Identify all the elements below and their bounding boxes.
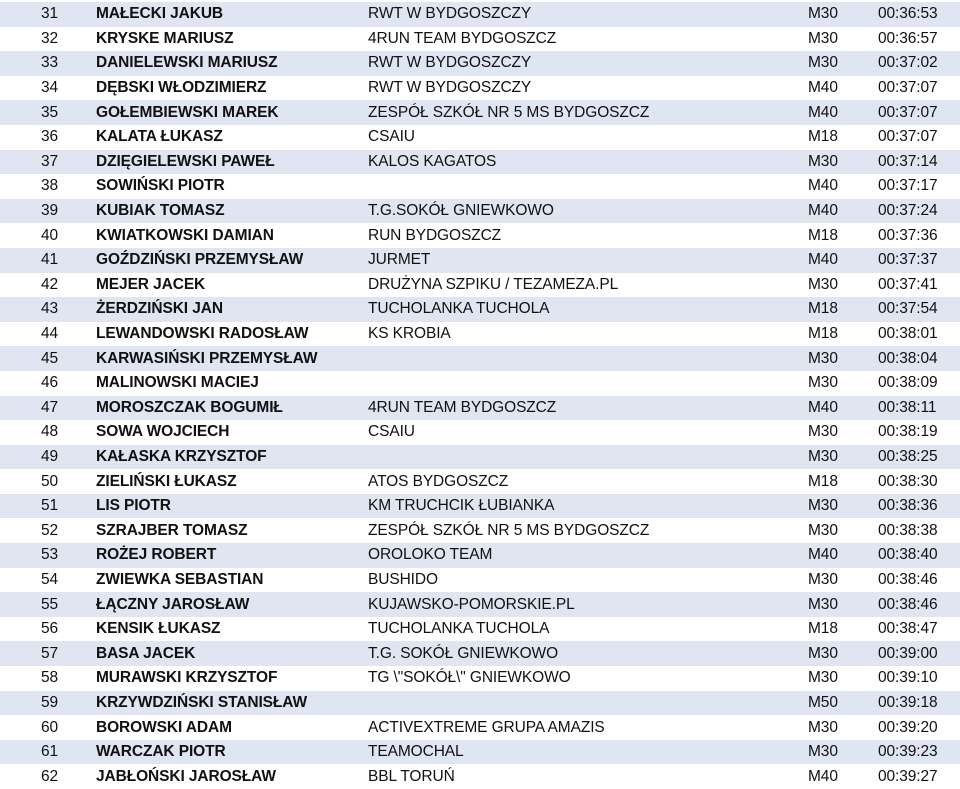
place-cell: 33 <box>40 54 58 72</box>
name-cell: ŁĄCZNY JAROSŁAW <box>96 595 250 613</box>
category-cell: M40 <box>808 398 838 416</box>
place-cell: 50 <box>40 472 58 490</box>
place-cell: 34 <box>40 79 58 97</box>
name-cell: BASA JACEK <box>96 644 196 662</box>
club-cell: RWT W BYDGOSZCZY <box>368 79 532 97</box>
name-cell: BOROWSKI ADAM <box>96 718 232 736</box>
table-row <box>0 100 960 125</box>
table-row <box>0 76 960 101</box>
name-cell: KALATA ŁUKASZ <box>96 128 223 146</box>
place-cell: 48 <box>40 423 58 441</box>
name-cell: KAŁASKA KRZYSZTOF <box>96 447 267 465</box>
category-cell: M40 <box>808 103 838 121</box>
name-cell: KARWASIŃSKI PRZEMYSŁAW <box>96 349 318 367</box>
table-row <box>0 764 960 789</box>
name-cell: DANIELEWSKI MARIUSZ <box>96 54 278 72</box>
category-cell: M40 <box>808 767 838 785</box>
club-cell: RWT W BYDGOSZCZY <box>368 5 532 23</box>
place-cell: 32 <box>40 29 58 47</box>
table-row <box>0 617 960 642</box>
table-row <box>0 715 960 740</box>
time-cell: 00:37:36 <box>878 226 938 244</box>
name-cell: MAŁECKI JAKUB <box>96 5 224 23</box>
place-cell: 46 <box>40 374 58 392</box>
table-row <box>0 125 960 150</box>
time-cell: 00:37:37 <box>878 251 938 269</box>
name-cell: GOŹDZIŃSKI PRZEMYSŁAW <box>96 251 304 269</box>
club-cell: CSAIU <box>368 128 415 146</box>
category-cell: M30 <box>808 447 838 465</box>
category-cell: M30 <box>808 718 838 736</box>
time-cell: 00:37:07 <box>878 128 938 146</box>
place-cell: 39 <box>40 202 58 220</box>
time-cell: 00:38:40 <box>878 546 938 564</box>
name-cell: KUBIAK TOMASZ <box>96 202 225 220</box>
club-cell: ACTIVEXTREME GRUPA AMAZIS <box>368 718 605 736</box>
club-cell: TUCHOLANKA TUCHOLA <box>368 300 550 318</box>
club-cell: ZESPÓŁ SZKÓŁ NR 5 MS BYDGOSZCZ <box>368 103 650 121</box>
name-cell: DĘBSKI WŁODZIMIERZ <box>96 79 267 97</box>
category-cell: M30 <box>808 374 838 392</box>
name-cell: GOŁEMBIEWSKI MAREK <box>96 103 279 121</box>
name-cell: ZIELIŃSKI ŁUKASZ <box>96 472 237 490</box>
table-row <box>0 2 960 27</box>
table-row <box>0 740 960 765</box>
name-cell: KRZYWDZIŃSKI STANISŁAW <box>96 693 308 711</box>
name-cell: JABŁOŃSKI JAROSŁAW <box>96 767 276 785</box>
place-cell: 52 <box>40 521 58 539</box>
place-cell: 54 <box>40 570 58 588</box>
name-cell: LEWANDOWSKI RADOSŁAW <box>96 325 309 343</box>
category-cell: M30 <box>808 423 838 441</box>
time-cell: 00:39:23 <box>878 743 938 761</box>
time-cell: 00:38:46 <box>878 595 938 613</box>
category-cell: M18 <box>808 128 838 146</box>
table-row <box>0 223 960 248</box>
category-cell: M18 <box>808 226 838 244</box>
club-cell: TG \"SOKÓŁ\" GNIEWKOWO <box>368 669 571 687</box>
club-cell: ATOS BYDGOSZCZ <box>368 472 509 490</box>
club-cell: T.G.SOKÓŁ GNIEWKOWO <box>368 202 554 220</box>
category-cell: M18 <box>808 300 838 318</box>
table-row <box>0 27 960 52</box>
club-cell: CSAIU <box>368 423 415 441</box>
table-row <box>0 469 960 494</box>
time-cell: 00:37:14 <box>878 152 938 170</box>
category-cell: M40 <box>808 251 838 269</box>
place-cell: 43 <box>40 300 58 318</box>
time-cell: 00:39:20 <box>878 718 938 736</box>
table-row <box>0 396 960 421</box>
name-cell: MOROSZCZAK BOGUMIŁ <box>96 398 283 416</box>
category-cell: M30 <box>808 5 838 23</box>
name-cell: ŻERDZIŃSKI JAN <box>96 300 223 318</box>
table-row <box>0 543 960 568</box>
club-cell: 4RUN TEAM BYDGOSZCZ <box>368 29 557 47</box>
club-cell: TEAMOCHAL <box>368 743 464 761</box>
place-cell: 47 <box>40 398 58 416</box>
time-cell: 00:37:02 <box>878 54 938 72</box>
club-cell: T.G. SOKÓŁ GNIEWKOWO <box>368 644 559 662</box>
table-row <box>0 641 960 666</box>
table-row <box>0 666 960 691</box>
time-cell: 00:38:11 <box>878 398 937 416</box>
time-cell: 00:39:10 <box>878 669 938 687</box>
table-row <box>0 273 960 298</box>
time-cell: 00:38:25 <box>878 447 938 465</box>
time-cell: 00:37:07 <box>878 79 938 97</box>
time-cell: 00:38:04 <box>878 349 938 367</box>
table-row <box>0 371 960 396</box>
place-cell: 59 <box>40 693 58 711</box>
time-cell: 00:37:41 <box>878 275 938 293</box>
place-cell: 57 <box>40 644 58 662</box>
category-cell: M30 <box>808 54 838 72</box>
place-cell: 61 <box>40 743 58 761</box>
place-cell: 40 <box>40 226 58 244</box>
time-cell: 00:38:36 <box>878 497 938 515</box>
name-cell: KENSIK ŁUKASZ <box>96 620 221 638</box>
name-cell: LIS PIOTR <box>96 497 171 515</box>
time-cell: 00:37:17 <box>878 177 938 195</box>
time-cell: 00:38:30 <box>878 472 938 490</box>
place-cell: 56 <box>40 620 58 638</box>
name-cell: ZWIEWKA SEBASTIAN <box>96 570 264 588</box>
place-cell: 62 <box>40 767 58 785</box>
club-cell: KALOS KAGATOS <box>368 152 497 170</box>
club-cell: RWT W BYDGOSZCZY <box>368 54 532 72</box>
club-cell: KM TRUCHCIK ŁUBIANKA <box>368 497 555 515</box>
category-cell: M50 <box>808 693 838 711</box>
time-cell: 00:38:47 <box>878 620 938 638</box>
name-cell: DZIĘGIELEWSKI PAWEŁ <box>96 152 275 170</box>
category-cell: M30 <box>808 152 838 170</box>
place-cell: 35 <box>40 103 58 121</box>
time-cell: 00:39:00 <box>878 644 938 662</box>
category-cell: M18 <box>808 325 838 343</box>
time-cell: 00:38:09 <box>878 374 938 392</box>
club-cell: KUJAWSKO-POMORSKIE.PL <box>368 595 575 613</box>
table-row <box>0 297 960 322</box>
place-cell: 45 <box>40 349 58 367</box>
category-cell: M30 <box>808 644 838 662</box>
place-cell: 31 <box>40 5 58 23</box>
category-cell: M18 <box>808 620 838 638</box>
category-cell: M18 <box>808 472 838 490</box>
place-cell: 53 <box>40 546 58 564</box>
place-cell: 44 <box>40 325 58 343</box>
club-cell: JURMET <box>368 251 431 269</box>
place-cell: 55 <box>40 595 58 613</box>
category-cell: M30 <box>808 521 838 539</box>
club-cell: RUN BYDGOSZCZ <box>368 226 502 244</box>
category-cell: M30 <box>808 497 838 515</box>
place-cell: 41 <box>40 251 58 269</box>
club-cell: OROLOKO TEAM <box>368 546 493 564</box>
category-cell: M40 <box>808 177 838 195</box>
time-cell: 00:39:18 <box>878 693 938 711</box>
time-cell: 00:38:46 <box>878 570 938 588</box>
time-cell: 00:37:54 <box>878 300 938 318</box>
name-cell: MEJER JACEK <box>96 275 206 293</box>
name-cell: SOWA WOJCIECH <box>96 423 230 441</box>
category-cell: M30 <box>808 349 838 367</box>
place-cell: 42 <box>40 275 58 293</box>
table-row <box>0 518 960 543</box>
table-row <box>0 346 960 371</box>
club-cell: BUSHIDO <box>368 570 438 588</box>
name-cell: KRYSKE MARIUSZ <box>96 29 234 47</box>
table-row <box>0 248 960 273</box>
category-cell: M30 <box>808 29 838 47</box>
place-cell: 36 <box>40 128 58 146</box>
time-cell: 00:39:27 <box>878 767 938 785</box>
table-row <box>0 174 960 199</box>
table-row <box>0 420 960 445</box>
category-cell: M30 <box>808 743 838 761</box>
time-cell: 00:38:19 <box>878 423 938 441</box>
name-cell: WARCZAK PIOTR <box>96 743 226 761</box>
place-cell: 37 <box>40 152 58 170</box>
club-cell: DRUŻYNA SZPIKU / TEZAMEZA.PL <box>368 275 619 293</box>
table-row <box>0 199 960 224</box>
table-row <box>0 322 960 347</box>
category-cell: M40 <box>808 79 838 97</box>
club-cell: 4RUN TEAM BYDGOSZCZ <box>368 398 557 416</box>
table-row <box>0 568 960 593</box>
time-cell: 00:38:01 <box>878 325 938 343</box>
category-cell: M30 <box>808 275 838 293</box>
category-cell: M40 <box>808 546 838 564</box>
name-cell: KWIATKOWSKI DAMIAN <box>96 226 274 244</box>
time-cell: 00:38:38 <box>878 521 938 539</box>
place-cell: 60 <box>40 718 58 736</box>
place-cell: 58 <box>40 669 58 687</box>
category-cell: M30 <box>808 570 838 588</box>
time-cell: 00:36:53 <box>878 5 938 23</box>
table-row <box>0 51 960 76</box>
name-cell: MALINOWSKI MACIEJ <box>96 374 259 392</box>
table-row <box>0 691 960 716</box>
table-row <box>0 494 960 519</box>
results-table <box>0 2 960 789</box>
name-cell: ROŻEJ ROBERT <box>96 546 217 564</box>
club-cell: KS KROBIA <box>368 325 451 343</box>
name-cell: SZRAJBER TOMASZ <box>96 521 248 539</box>
place-cell: 49 <box>40 447 58 465</box>
category-cell: M30 <box>808 669 838 687</box>
name-cell: SOWIŃSKI PIOTR <box>96 177 225 195</box>
table-row <box>0 445 960 470</box>
time-cell: 00:36:57 <box>878 29 938 47</box>
club-cell: TUCHOLANKA TUCHOLA <box>368 620 550 638</box>
category-cell: M40 <box>808 202 838 220</box>
club-cell: BBL TORUŃ <box>368 767 455 785</box>
table-row <box>0 150 960 175</box>
time-cell: 00:37:07 <box>878 103 938 121</box>
table-row <box>0 592 960 617</box>
name-cell: MURAWSKI KRZYSZTOF <box>96 669 278 687</box>
club-cell: ZESPÓŁ SZKÓŁ NR 5 MS BYDGOSZCZ <box>368 521 650 539</box>
time-cell: 00:37:24 <box>878 202 938 220</box>
place-cell: 51 <box>40 497 58 515</box>
category-cell: M30 <box>808 595 838 613</box>
place-cell: 38 <box>40 177 58 195</box>
